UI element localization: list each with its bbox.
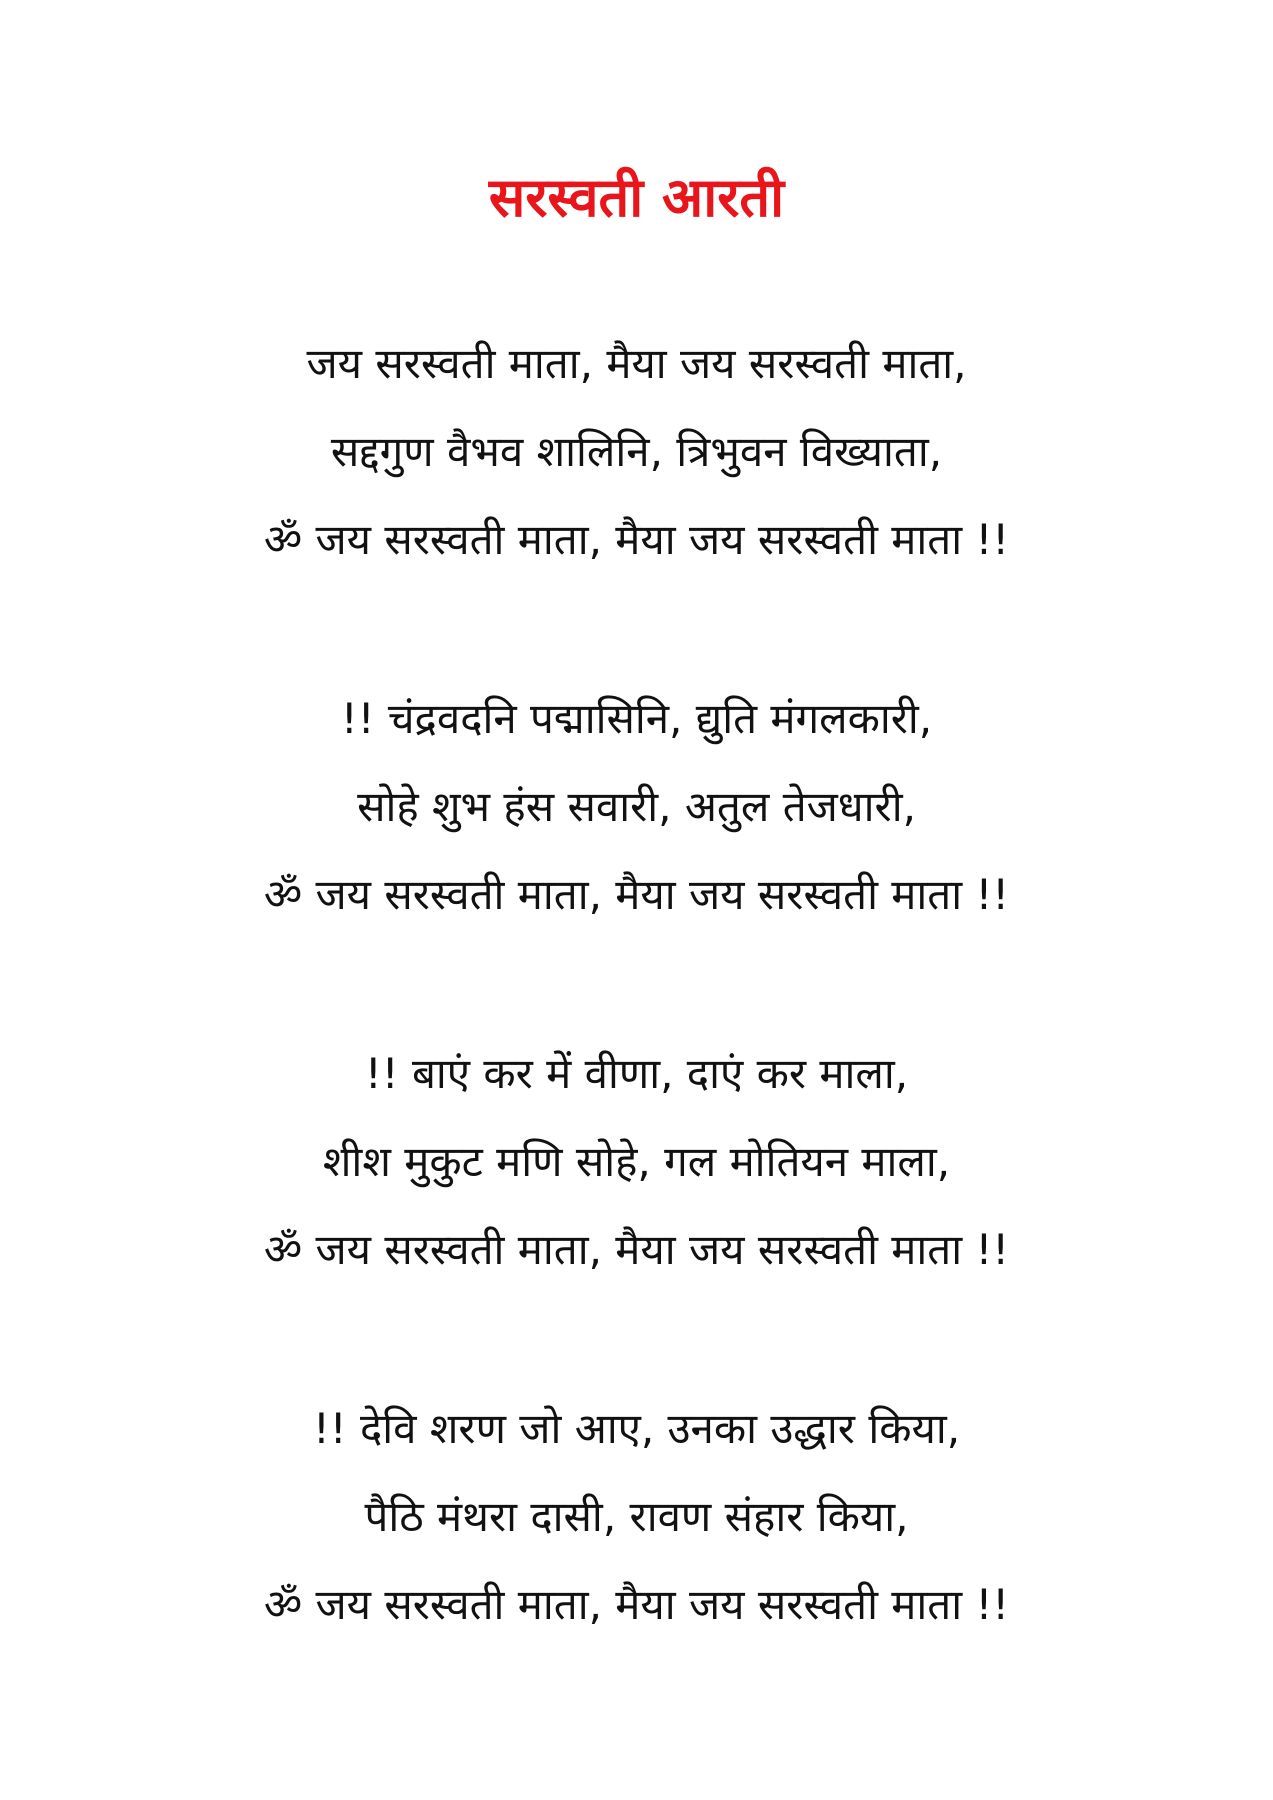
refrain-line: ॐ जय सरस्वती माता, मैया जय सरस्वती माता !! xyxy=(263,870,1010,919)
stanza-2 xyxy=(0,675,1273,939)
verse-line: जय सरस्वती माता, मैया जय सरस्वती माता, xyxy=(306,339,967,388)
stanza-1 xyxy=(0,320,1273,584)
verse-line: सोहे शुभ हंस सवारी, अतुल तेजधारी, xyxy=(357,782,916,831)
refrain-line: ॐ जय सरस्वती माता, मैया जय सरस्वती माता !! xyxy=(263,1580,1010,1629)
stanza-3 xyxy=(0,1030,1273,1294)
refrain-line: ॐ जय सरस्वती माता, मैया जय सरस्वती माता !! xyxy=(263,1225,1010,1274)
verse-line: सद्दगुण वैभव शालिनि, त्रिभुवन विख्याता, xyxy=(330,427,943,476)
verse-line: !! चंद्रवदनि पद्मासिनि, द्युति मंगलकारी, xyxy=(340,694,933,743)
stanza-4 xyxy=(0,1385,1273,1649)
verse-line: !! बाएं कर में वीणा, दाएं कर माला, xyxy=(364,1049,909,1098)
verse-line: !! देवि शरण जो आए, उनका उद्धार किया, xyxy=(312,1404,961,1453)
verse-line: पैठि मंथरा दासी, रावण संहार किया, xyxy=(364,1492,909,1541)
verse-line: शीश मुकुट मणि सोहे, गल मोतियन माला, xyxy=(322,1137,951,1186)
refrain-line: ॐ जय सरस्वती माता, मैया जय सरस्वती माता !! xyxy=(263,515,1010,564)
page-title: सरस्वती आरती xyxy=(488,166,785,229)
